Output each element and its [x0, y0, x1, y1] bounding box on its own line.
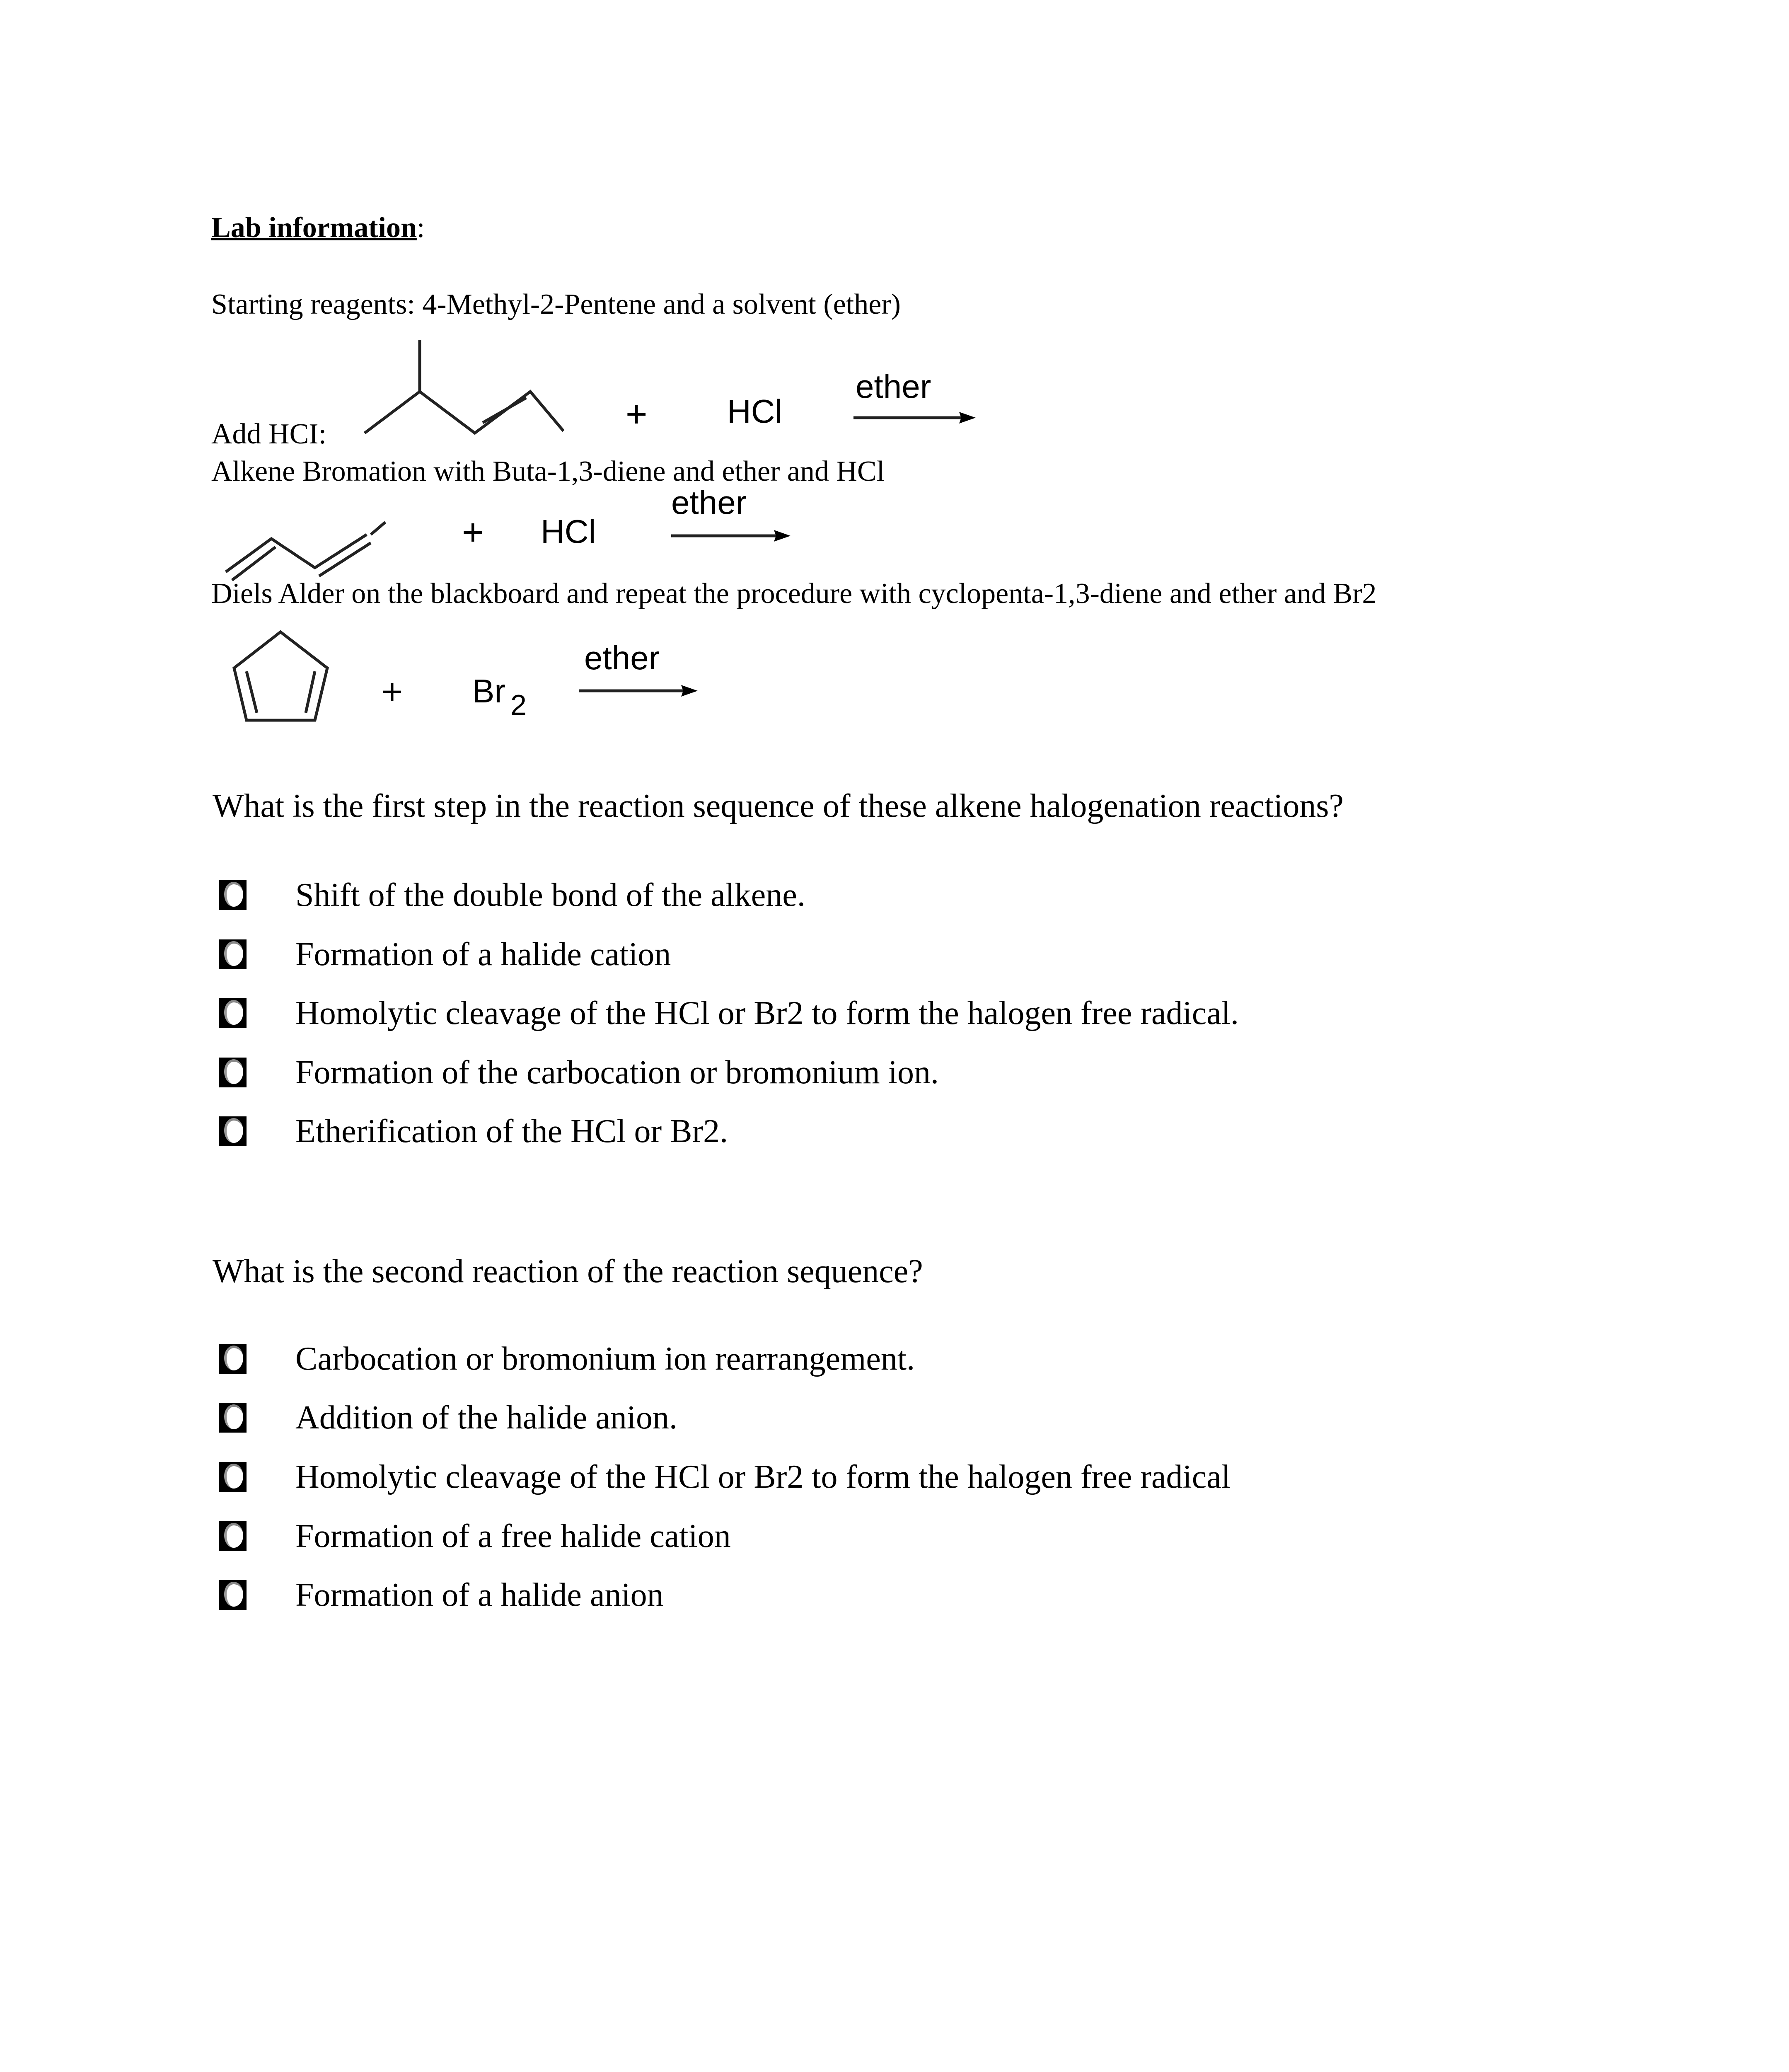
option-label[interactable]: Formation of a halide cation [295, 936, 671, 973]
reagent-hcl: HCl [541, 513, 596, 550]
option-label[interactable]: Formation of the carbocation or bromonium ion. [295, 1054, 939, 1091]
question-text: What is the second reaction of the reaction sequence? [213, 1253, 923, 1290]
option-label[interactable]: Homolytic cleavage of the HCl or Br2 to form the halogen free radical. [295, 995, 1239, 1031]
alkene-bromation-text: Alkene Bromation with Buta-1,3-diene and ether and HCl [211, 455, 885, 487]
methylpentene-structure [365, 340, 563, 433]
heading-colon: : [416, 212, 425, 244]
question-text: What is the first step in the reaction sequence of these alkene halogenation reactions? [213, 788, 1344, 824]
radio-button[interactable] [219, 939, 247, 969]
starting-reagents-text: Starting reagents: 4-Methyl-2-Pentene and a solvent (ether) [211, 288, 901, 320]
radio-button[interactable] [219, 1462, 247, 1492]
cyclopentadiene-structure [234, 632, 327, 720]
butadiene-structure [226, 522, 385, 580]
arrow-head [774, 530, 791, 542]
option-label[interactable]: Homolytic cleavage of the HCl or Br2 to form the halogen free radical [295, 1459, 1231, 1495]
diels-alder-text: Diels Alder on the blackboard and repeat the procedure with cyclopenta-1,3-diene and ether and Br2 [211, 578, 1377, 610]
condition-ether: ether [584, 639, 660, 676]
option-label[interactable]: Formation of a halide anion [295, 1577, 664, 1613]
option-label[interactable]: Shift of the double bond of the alkene. [295, 877, 805, 913]
plus-sign: + [462, 512, 484, 553]
radio-button[interactable] [219, 1580, 247, 1610]
radio-button[interactable] [219, 1344, 247, 1374]
arrow-head [681, 685, 698, 697]
option-label[interactable]: Etherification of the HCl or Br2. [295, 1113, 728, 1150]
radio-button[interactable] [219, 1058, 247, 1087]
radio-button[interactable] [219, 880, 247, 910]
option-label[interactable]: Addition of the halide anion. [295, 1399, 678, 1436]
condition-ether: ether [671, 484, 747, 521]
radio-button[interactable] [219, 1521, 247, 1551]
condition-ether: ether [856, 368, 931, 405]
plus-sign: + [626, 394, 648, 435]
radio-button[interactable] [219, 998, 247, 1028]
option-label[interactable]: Formation of a free halide cation [295, 1518, 731, 1554]
option-label[interactable]: Carbocation or bromonium ion rearrangement. [295, 1341, 915, 1377]
reagent-subscript: 2 [510, 689, 527, 721]
reagent-br: Br [472, 673, 505, 709]
radio-button[interactable] [219, 1116, 247, 1146]
reagent-hcl: HCl [727, 393, 783, 430]
heading-text: Lab information [211, 212, 417, 244]
plus-sign: + [381, 671, 403, 713]
reaction-schemes [0, 0, 994, 738]
add-hcl-text: Add HCI: [211, 418, 327, 450]
arrow-head [959, 412, 976, 424]
radio-button[interactable] [219, 1403, 247, 1433]
